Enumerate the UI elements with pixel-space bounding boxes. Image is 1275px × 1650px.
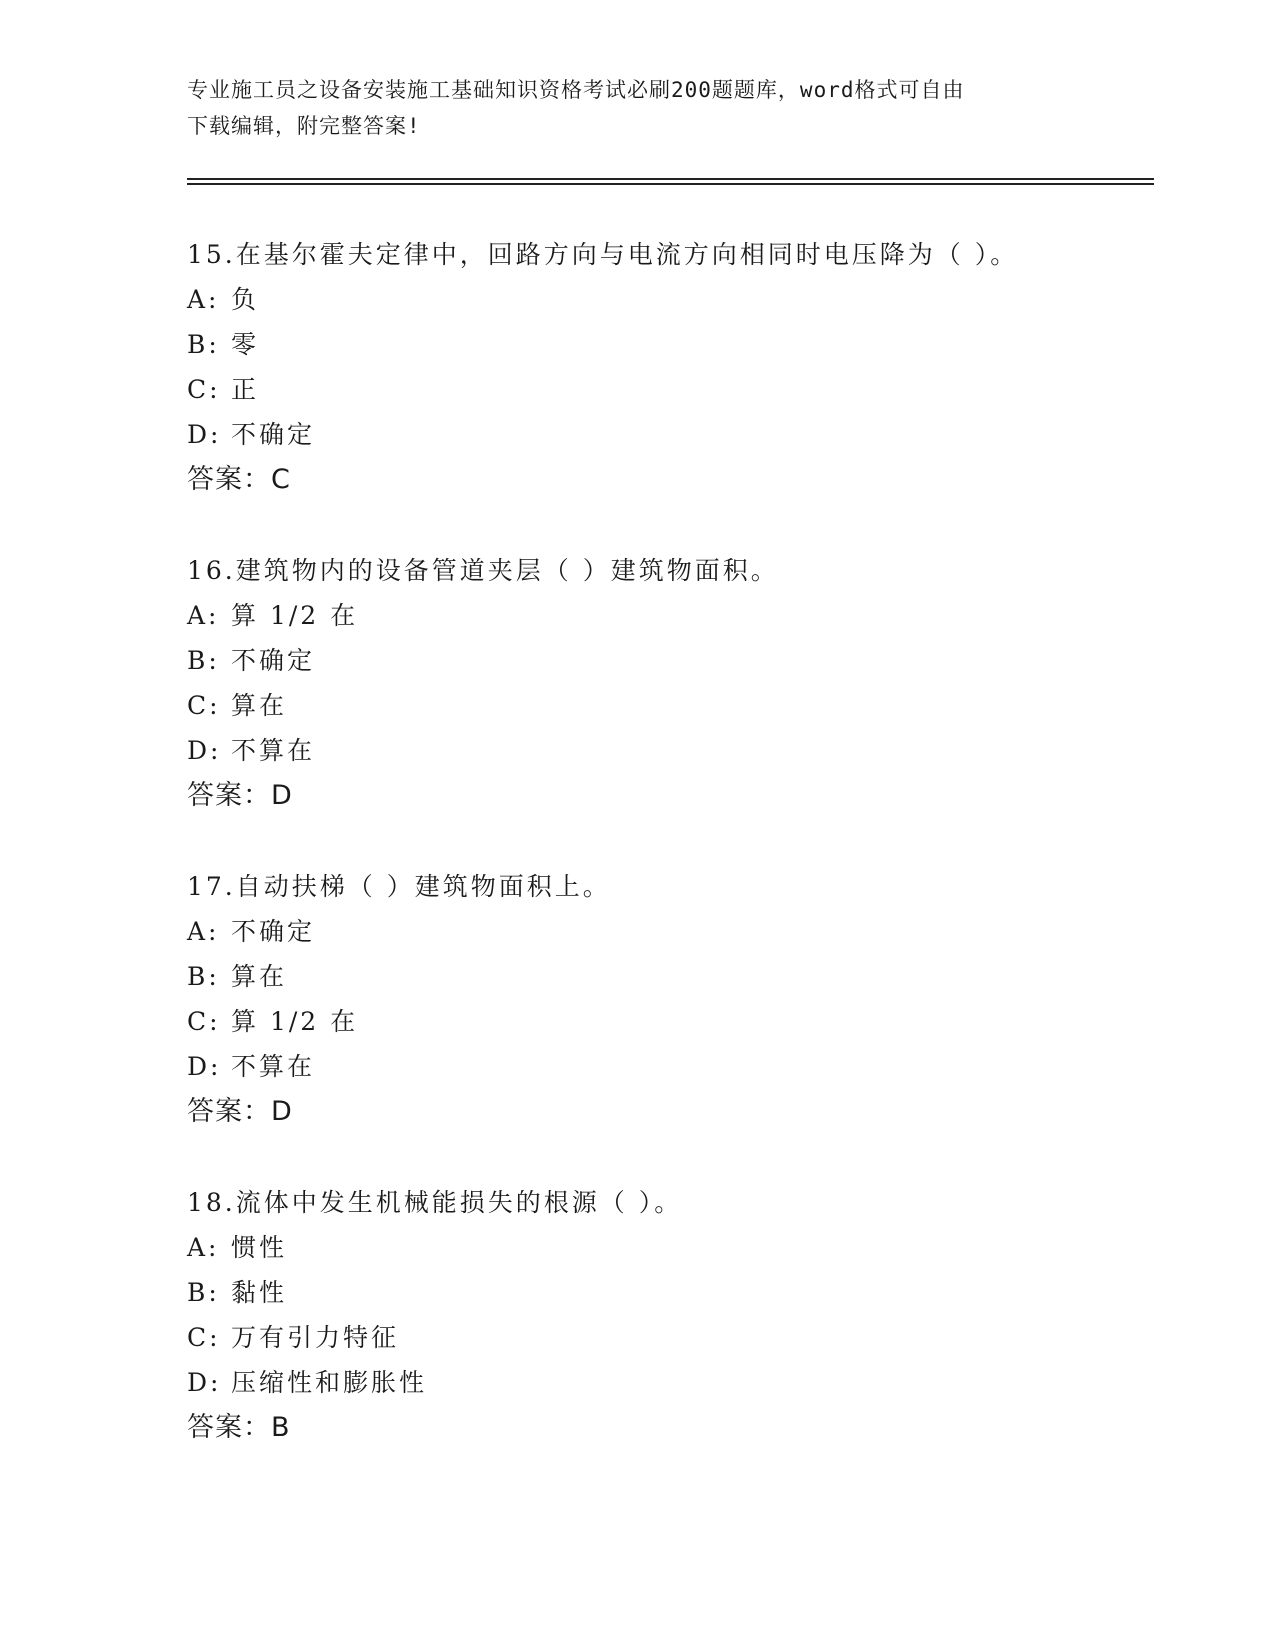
option-letter: A: xyxy=(187,917,220,946)
question-title: 16.建筑物内的设备管道夹层（ ）建筑物面积。 xyxy=(187,556,779,585)
option-b xyxy=(187,1270,1154,1315)
option-text: 算在 xyxy=(231,962,288,991)
option-d xyxy=(187,1360,1154,1405)
option-a xyxy=(187,593,1154,638)
option-text: 不算在 xyxy=(231,736,316,765)
option-letter: B: xyxy=(187,330,220,359)
option-letter: D: xyxy=(187,1368,222,1397)
option-letter: D: xyxy=(187,420,222,449)
option-text: 算 1/2 在 xyxy=(231,1007,359,1036)
question-18 xyxy=(187,1180,1154,1451)
option-text: 正 xyxy=(231,375,260,404)
option-letter: A: xyxy=(187,601,220,630)
document-header xyxy=(187,72,1087,144)
option-letter: C: xyxy=(187,375,221,404)
answer: 答案：B xyxy=(187,1412,291,1443)
option-text: 算 1/2 在 xyxy=(231,601,359,630)
option-text: 算在 xyxy=(231,691,288,720)
question-title: 15.在基尔霍夫定律中，回路方向与电流方向相同时电压降为（ ）。 xyxy=(187,240,1019,269)
option-text: 万有引力特征 xyxy=(231,1323,400,1352)
option-text: 不确定 xyxy=(231,917,316,946)
answer: 答案：C xyxy=(187,464,291,495)
option-text: 不算在 xyxy=(231,1052,316,1081)
option-a xyxy=(187,1225,1154,1270)
option-text: 不确定 xyxy=(231,420,316,449)
answer: 答案：D xyxy=(187,1096,293,1127)
option-d xyxy=(187,728,1154,773)
question-title: 17.自动扶梯（ ）建筑物面积上。 xyxy=(187,872,611,901)
option-letter: A: xyxy=(187,285,220,314)
option-letter: B: xyxy=(187,1278,220,1307)
option-c xyxy=(187,367,1154,412)
option-text: 零 xyxy=(231,330,260,359)
question-16 xyxy=(187,548,1154,819)
option-letter: B: xyxy=(187,646,220,675)
question-15 xyxy=(187,232,1154,503)
option-a xyxy=(187,277,1154,322)
header-line-1: 专业施工员之设备安装施工基础知识资格考试必刷200题题库，word格式可自由 xyxy=(187,78,965,102)
option-text: 不确定 xyxy=(231,646,316,675)
option-letter: D: xyxy=(187,1052,222,1081)
option-a xyxy=(187,909,1154,954)
option-c xyxy=(187,683,1154,728)
option-b xyxy=(187,954,1154,999)
question-title: 18.流体中发生机械能损失的根源（ ）。 xyxy=(187,1188,683,1217)
option-letter: B: xyxy=(187,962,220,991)
option-letter: D: xyxy=(187,736,222,765)
option-d xyxy=(187,1044,1154,1089)
header-divider-bottom xyxy=(187,183,1154,185)
option-text: 压缩性和膨胀性 xyxy=(231,1368,428,1397)
header-divider-top xyxy=(187,178,1154,180)
header-line-2: 下载编辑，附完整答案! xyxy=(187,114,421,138)
option-c xyxy=(187,999,1154,1044)
option-text: 负 xyxy=(231,285,260,314)
option-letter: C: xyxy=(187,1007,221,1036)
option-text: 黏性 xyxy=(231,1278,288,1307)
option-letter: C: xyxy=(187,691,221,720)
option-c xyxy=(187,1315,1154,1360)
option-letter: C: xyxy=(187,1323,221,1352)
question-17 xyxy=(187,864,1154,1135)
option-d xyxy=(187,412,1154,457)
option-b xyxy=(187,322,1154,367)
answer: 答案：D xyxy=(187,780,293,811)
option-text: 惯性 xyxy=(231,1233,288,1262)
option-b xyxy=(187,638,1154,683)
option-letter: A: xyxy=(187,1233,220,1262)
